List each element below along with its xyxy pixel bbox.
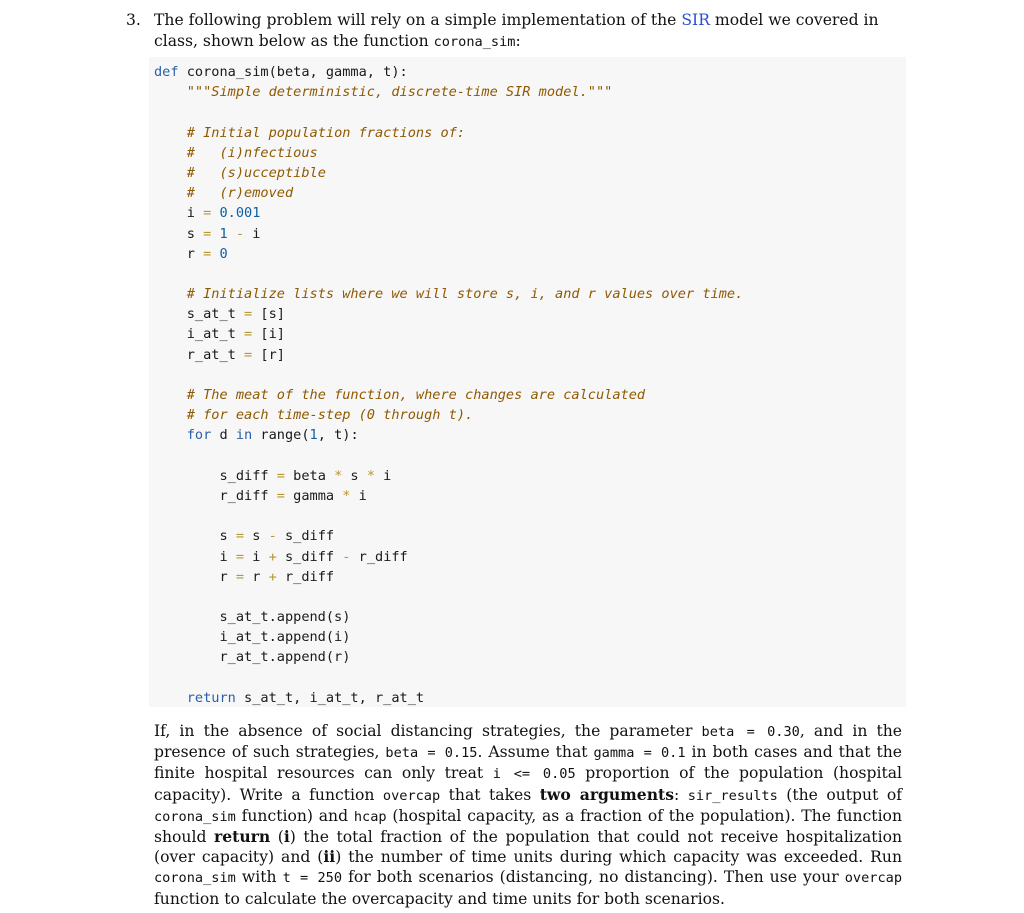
code-line: [154, 506, 743, 526]
code-token: r_diff: [154, 487, 277, 504]
code-token: r: [154, 568, 236, 585]
code-line: [154, 203, 743, 223]
code-token: # (i)nfectious: [186, 144, 318, 161]
code-token: gamma: [284, 487, 343, 504]
inline-code: overcap: [382, 787, 441, 804]
code-token: for: [186, 427, 212, 444]
code-token: -: [342, 548, 351, 565]
code-line: [154, 304, 743, 324]
code-line: [154, 324, 743, 344]
code-line: [154, 365, 743, 385]
code-token: =: [244, 306, 253, 323]
code-token: i: [154, 548, 236, 565]
code-token: s_diff: [154, 467, 277, 484]
code-token: def: [154, 64, 179, 80]
code-token: range(: [252, 427, 310, 444]
intro-text: [154, 10, 906, 52]
code-line: [154, 647, 743, 667]
problem-number: 3.: [126, 11, 141, 29]
code-token: s: [154, 225, 204, 242]
text-segment: If, in the absence of social distancing strategies, the parameter: [154, 722, 702, 740]
text-segment: in both cases and that the finite hospital resources can only treat: [154, 743, 903, 783]
code-token: [154, 185, 187, 201]
code-token: [228, 226, 236, 242]
code-line: [154, 587, 743, 607]
code-token: *: [366, 467, 375, 484]
code-token: s_at_t.append(s): [154, 609, 351, 626]
code-token: [154, 690, 187, 706]
code-token: s_diff: [276, 548, 343, 565]
text-segment: . Assume that: [477, 743, 594, 762]
code-line: [154, 526, 743, 546]
code-token: [154, 407, 187, 423]
code-line: [154, 264, 743, 284]
code-line: [154, 163, 743, 183]
code-line: [154, 82, 743, 102]
code-line: [154, 385, 743, 405]
code-token: """Simple deterministic, discrete-time SIR model.""": [186, 84, 613, 101]
text-segment: function) and: [235, 806, 354, 825]
code-token: =: [244, 346, 253, 363]
code-token: [154, 145, 187, 161]
code-token: [154, 125, 187, 141]
code-token: =: [235, 528, 245, 545]
code-token: # for each time-step (0 through t).: [186, 407, 474, 424]
code-token: 1: [219, 225, 228, 242]
code-line: [154, 284, 743, 304]
code-line: [154, 224, 743, 244]
code-token: r_at_t: [154, 346, 245, 363]
code-line: [154, 466, 743, 486]
code-line: [154, 688, 743, 708]
code-token: # The meat of the function, where changes are calculated: [186, 387, 646, 403]
code-token: d: [211, 427, 236, 444]
code-block: [149, 57, 906, 707]
code-token: =: [203, 225, 212, 242]
intro-after-link: model we covered in class, shown below as the function: [154, 11, 879, 50]
text-segment: (the output of: [777, 785, 902, 804]
code-token: i_at_t: [154, 326, 245, 343]
code-line: [154, 143, 743, 163]
code-line: [154, 62, 743, 82]
code-token: beta: [284, 467, 335, 484]
code-token: -: [235, 225, 245, 242]
inline-code: beta = 0.30: [701, 724, 800, 740]
text-segment: ) the total fraction of the population that could not receive hospitalization (over capacity) and (: [154, 828, 902, 867]
code-token: # Initial population fractions of:: [186, 124, 466, 141]
code-token: i: [350, 487, 367, 504]
code-token: =: [235, 548, 245, 565]
sir-link[interactable]: SIR: [681, 11, 710, 29]
function-name: corona_sim: [433, 33, 516, 50]
problem-description: [154, 721, 902, 909]
code-token: [154, 387, 187, 403]
code-token: i: [375, 467, 392, 484]
code-token: [154, 427, 187, 443]
code-line: [154, 627, 743, 647]
bold-text: ii: [323, 847, 336, 867]
inline-code: corona_sim: [154, 808, 236, 825]
problem-intro: [126, 10, 906, 52]
bold-text: two arguments: [539, 784, 675, 804]
code-line: [154, 607, 743, 627]
code-token: s_diff: [276, 528, 335, 545]
code-line: [154, 123, 743, 143]
inline-code: corona_sim: [154, 870, 236, 887]
code-token: s_at_t, i_at_t, r_at_t: [235, 689, 425, 706]
intro-end: :: [515, 31, 521, 50]
code-token: i_at_t.append(i): [154, 629, 351, 646]
code-token: in: [235, 427, 253, 444]
code-token: =: [276, 487, 285, 504]
code-token: s: [154, 528, 236, 545]
code-token: # Initialize lists where we will store s, i, and r values over time.: [186, 286, 744, 303]
inline-code: sir_results: [687, 787, 778, 804]
code-line: [154, 244, 743, 264]
text-segment: ) the number of time units during which capacity was exceeded. Run: [335, 848, 902, 867]
code-token: [s]: [252, 306, 285, 323]
code-token: 0.001: [219, 205, 261, 222]
code-token: +: [268, 548, 277, 565]
code-line: [154, 345, 743, 365]
code-token: -: [268, 528, 277, 545]
code-token: i: [244, 548, 269, 565]
code-token: [154, 286, 187, 302]
code-listing: [154, 62, 743, 708]
code-token: =: [276, 467, 285, 484]
code-line: [154, 446, 743, 466]
code-line: [154, 567, 743, 587]
code-token: i: [154, 205, 204, 222]
text-segment: :: [674, 785, 688, 804]
code-line: [154, 102, 743, 122]
code-token: i: [244, 225, 261, 242]
code-token: [154, 165, 187, 181]
bold-text: return: [213, 827, 271, 847]
code-token: *: [342, 487, 351, 504]
text-segment: , and in the presence of such strategies,: [154, 722, 902, 762]
code-token: s: [342, 467, 367, 484]
code-token: =: [244, 326, 253, 343]
code-token: *: [334, 467, 343, 484]
code-line: [154, 183, 743, 203]
text-segment: (hospital capacity, as a fraction of the population). The function should: [154, 806, 902, 847]
code-line: [154, 486, 743, 506]
text-segment: that takes: [440, 785, 540, 804]
inline-code: t = 250: [282, 870, 343, 887]
code-token: r_at_t.append(r): [154, 649, 351, 666]
code-token: +: [268, 568, 277, 585]
code-token: [154, 84, 187, 100]
bold-text: i: [283, 827, 290, 847]
code-token: 0: [219, 245, 228, 262]
inline-code: gamma = 0.1: [593, 745, 686, 762]
code-token: , t):: [317, 427, 359, 444]
code-token: [i]: [252, 326, 285, 343]
code-token: =: [203, 205, 212, 222]
code-token: =: [203, 245, 212, 262]
intro-before-link: The following problem will rely on a simple implementation of the: [154, 11, 682, 29]
code-token: r: [244, 568, 269, 585]
code-token: # (s)ucceptible: [186, 164, 326, 181]
code-line: [154, 668, 743, 688]
text-segment: with: [235, 868, 283, 887]
code-token: s_at_t: [154, 306, 245, 323]
code-token: r: [154, 245, 204, 262]
text-segment: for both scenarios (distancing, no distancing). Then use your: [342, 868, 845, 887]
code-token: =: [235, 568, 245, 585]
text-segment: function to calculate the overcapacity and time units for both scenarios.: [154, 889, 725, 908]
text-segment: proportion of the population (hospital capacity). Write a function: [154, 764, 902, 804]
code-token: # (r)emoved: [186, 185, 294, 202]
code-line: [154, 425, 743, 445]
code-token: 1: [309, 427, 318, 444]
code-token: s: [244, 528, 269, 545]
code-line: [154, 405, 743, 425]
text-segment: (: [270, 828, 284, 847]
inline-code: hcap: [353, 808, 387, 825]
code-token: corona_sim(beta, gamma, t):: [178, 64, 408, 80]
inline-code: i <= 0.05: [492, 766, 576, 783]
code-line: [154, 547, 743, 567]
code-token: r_diff: [276, 568, 335, 585]
code-token: r_diff: [350, 548, 408, 565]
code-token: [r]: [252, 346, 285, 363]
code-token: return: [186, 689, 236, 706]
inline-code: overcap: [844, 870, 903, 887]
inline-code: beta = 0.15: [385, 745, 478, 762]
